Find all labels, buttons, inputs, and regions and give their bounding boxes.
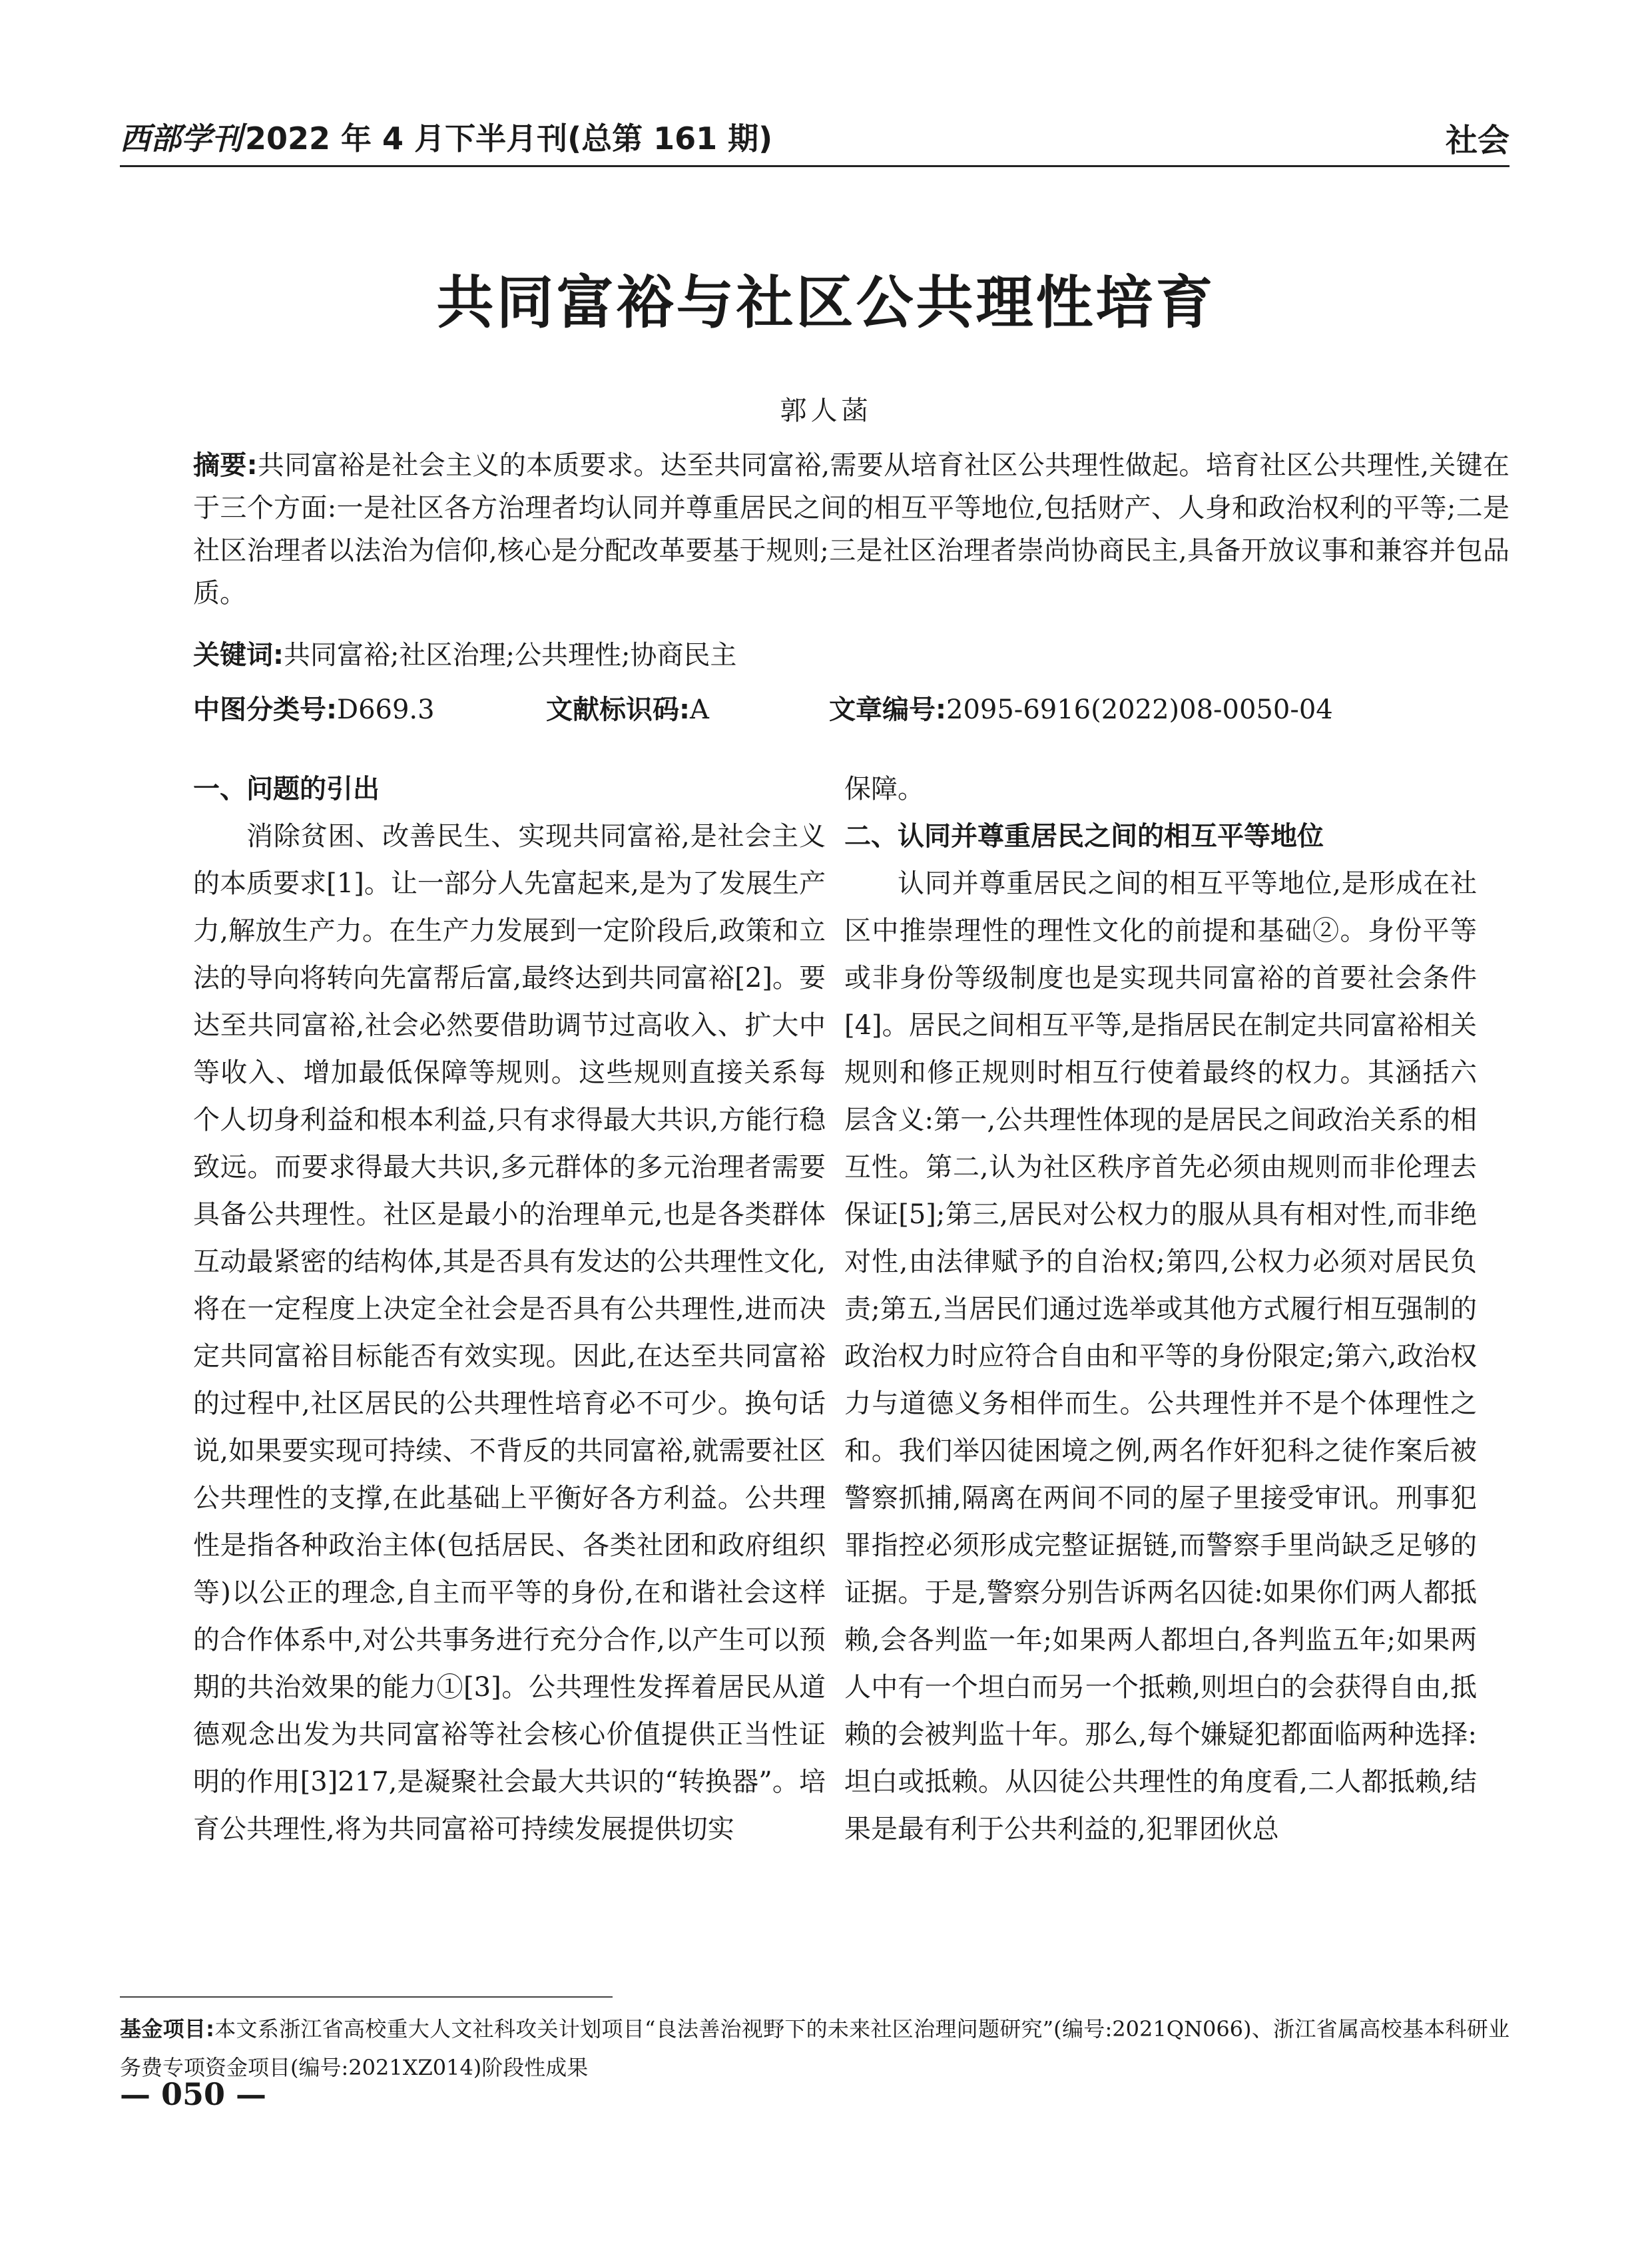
doc-code-entry: [546, 689, 829, 731]
classification-line: [193, 689, 1510, 731]
section-heading-2: 二、认同并尊重居民之间的相互平等地位: [844, 821, 1324, 852]
running-header-left: [120, 115, 772, 158]
body-paragraph: 认同并尊重居民之间的相互平等地位,是形成在社区中推崇理性的理性文化的前提和基础②。身份平等或非身份等级制度也是实现共同富裕的首要社会条件[4]。居民之间相互平等,是指居民在制定共同富裕相关规则和修正规则时相互行使着最终的权力。其涵括六层含义:第一,公共理性体现的是居民之间政治关系的相互性。第二,认为社区秩序首先必须由规则而非伦理去保证[5];第三,居民对公权力的服从具有相对性,而非绝对性,由法律赋予的自治权;第四,公权力必须对居民负责;第五,当居民们通过选举或其他方式履行相互强制的政治权力时应符合自由和平等的身份限定;第六,政治权力与道德义务相伴而生。公共理性并不是个体理性之和。我们举囚徒困境之例,两名作奸犯科之徒作案后被警察抓捕,隔离在两间不同的屋子里接受审讯。刑事犯罪指控必须形成完整证据链,而警察手里尚缺乏足够的证据。于是,警察分别告诉两名囚徒:如果你们两人都抵赖,会各判监一年;如果两人都坦白,各判监五年;如果两人中有一个坦白而另一个抵赖,则坦白的会获得自由,抵赖的会被判监十年。那么,每个嫌疑犯都面临两种选择:坦白或抵赖。从囚徒公共理性的角度看,二人都抵赖,结果是最有利于公共利益的,犯罪团伙总: [844, 868, 1477, 1844]
header-rule: [120, 165, 1510, 167]
keywords: [193, 634, 1510, 677]
article-number-entry: [829, 689, 1333, 731]
funding-text: 本文系浙江省高校重大人文社科攻关计划项目“良法善治视野下的未来社区治理问题研究”(编号:2021QN066)、浙江省属高校基本科研业务费专项资金项目(编号:2021XZ014)阶段性成果: [120, 2016, 1510, 2080]
doc-code-label: 文献标识码:: [546, 695, 690, 725]
article-number-value: 2095-6916(2022)08-0050-04: [946, 695, 1333, 725]
article-title: 共同富裕与社区公共理性培育: [436, 270, 1216, 336]
clc-entry: [193, 689, 546, 731]
section-name: 社会: [1445, 122, 1510, 159]
issue-info: 2022 年 4 月下半月刊(总第 161 期): [245, 121, 773, 156]
keywords-text: 共同富裕;社区治理;公共理性;协商民主: [284, 640, 737, 671]
article-number-label: 文章编号:: [829, 695, 946, 725]
clc-value: D669.3: [337, 695, 435, 725]
page-number: — 050 —: [120, 2076, 267, 2112]
doc-code-value: A: [690, 695, 709, 725]
clc-label: 中图分类号:: [193, 695, 337, 725]
left-column: [193, 766, 826, 1853]
section-heading-1: 一、问题的引出: [193, 774, 380, 804]
continued-text: 保障。: [844, 774, 924, 804]
abstract-label: 摘要:: [193, 450, 258, 481]
footnote-rule: [120, 1996, 613, 1998]
abstract-text: 共同富裕是社会主义的本质要求。达至共同富裕,需要从培育社区公共理性做起。培育社区公共理性,关键在于三个方面:一是社区各方治理者均认同并尊重居民之间的相互平等地位,包括财产、人身和政治权利的平等;二是社区治理者以法治为信仰,核心是分配改革要基于规则;三是社区治理者崇尚协商民主,具备开放议事和兼容并包品质。: [193, 450, 1510, 609]
funding-footnote: [120, 2010, 1510, 2087]
body-paragraph: 消除贫困、改善民生、实现共同富裕,是社会主义的本质要求[1]。让一部分人先富起来,是为了发展生产力,解放生产力。在生产力发展到一定阶段后,政策和立法的导向将转向先富帮后富,最终达到共同富裕[2]。要达至共同富裕,社会必然要借助调节过高收入、扩大中等收入、增加最低保障等规则。这些规则直接关系每个人切身利益和根本利益,只有求得最大共识,方能行稳致远。而要求得最大共识,多元群体的多元治理者需要具备公共理性。社区是最小的治理单元,也是各类群体互动最紧密的结构体,其是否具有发达的公共理性文化,将在一定程度上决定全社会是否具有公共理性,进而决定共同富裕目标能否有效实现。因此,在达至共同富裕的过程中,社区居民的公共理性培育必不可少。换句话说,如果要实现可持续、不背反的共同富裕,就需要社区公共理性的支撑,在此基础上平衡好各方利益。公共理性是指各种政治主体(包括居民、各类社团和政府组织等)以公正的理念,自主而平等的身份,在和谐社会这样的合作体系中,对公共事务进行充分合作,以产生可以预期的共治效果的能力①[3]。公共理性发挥着居民从道德观念出发为共同富裕等社会核心价值提供正当性证明的作用[3]217,是凝聚社会最大共识的“转换器”。培育公共理性,将为共同富裕可持续发展提供切实: [193, 821, 826, 1844]
right-column: [844, 766, 1477, 1853]
keywords-label: 关键词:: [193, 640, 284, 671]
article-author: 郭人菡: [780, 396, 872, 426]
abstract: [193, 444, 1510, 615]
funding-label: 基金项目:: [120, 2016, 214, 2042]
journal-logo: 西部学刊: [120, 121, 242, 156]
